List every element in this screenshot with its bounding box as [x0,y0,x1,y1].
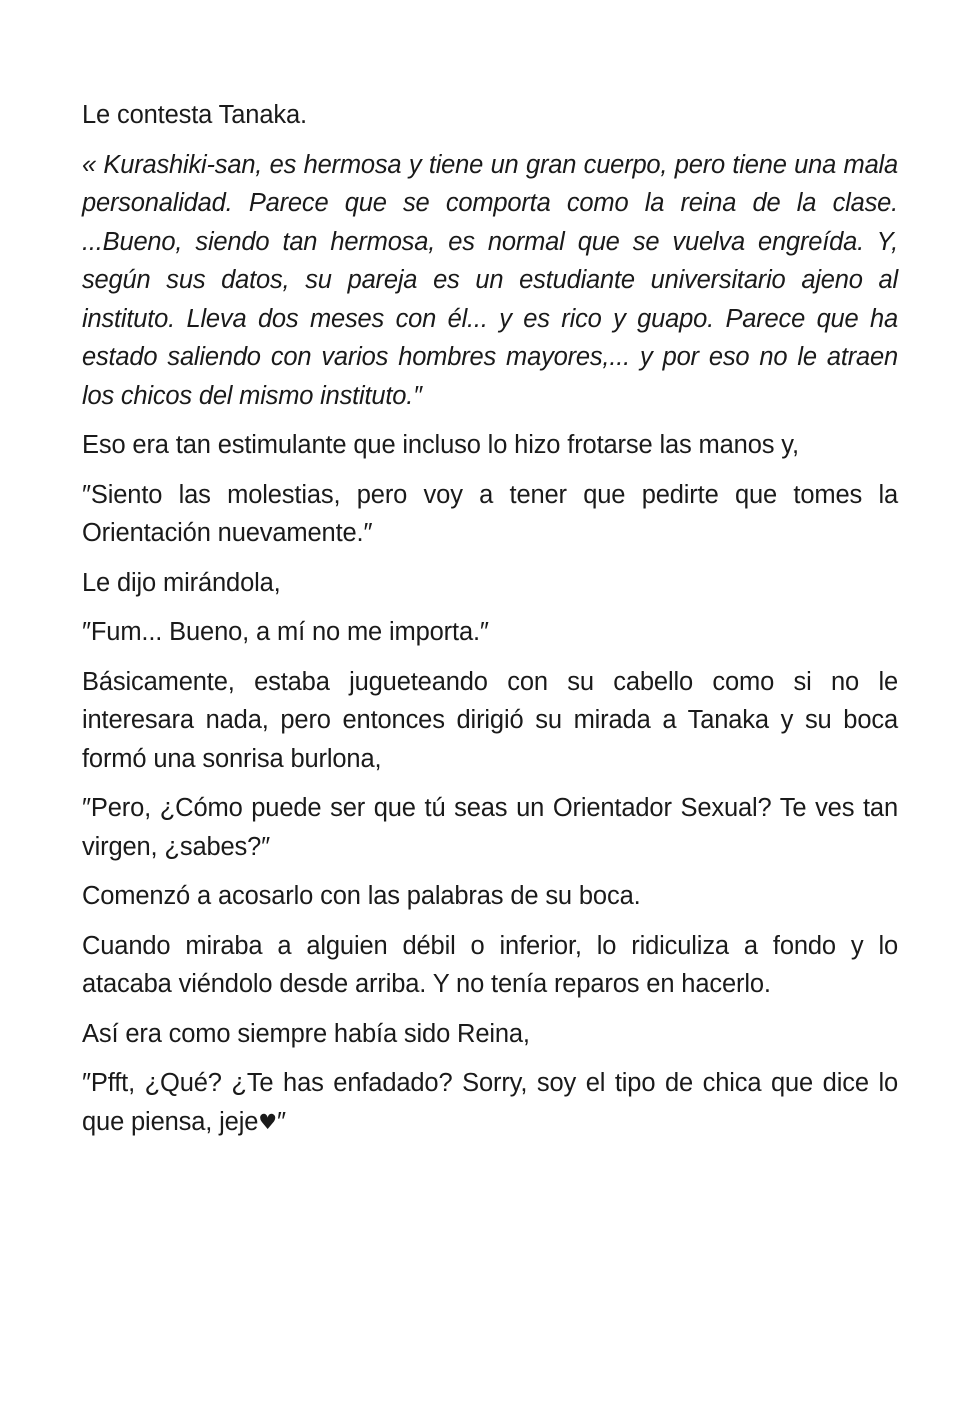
paragraph-5: Le dijo mirándola, [82,568,281,597]
paragraph-1: Le contesta Tanaka. [82,101,307,129]
paragraph-12-closing-quote: ″ [276,1107,286,1136]
paragraph-7: Básicamente, estaba jugueteando con su cabello como si no le interesara nada, pero entonces dirigió su mirada a Tanaka y su boca formó una sonrisa burlona, [82,667,898,773]
paragraph-12-text: ″Pfft, ¿Qué? ¿Te has enfadado? Sorry, soy el tipo de chica que dice lo que piensa, jeje [82,1069,898,1136]
paragraph-9: Comenzó a acosarlo con las palabras de su boca. [82,882,641,910]
paragraph-11: Así era como siempre había sido Reina, [82,1019,530,1048]
paragraph-6-dialogue: ″Fum... Bueno, a mí no me importa.″ [82,618,489,646]
paragraph-3: Eso era tan estimulante que incluso lo hizo frotarse las manos y, [82,431,799,459]
paragraph-10: Cuando miraba a alguien débil o inferior, lo ridiculiza a fondo y lo atacaba viéndolo desde arriba. Y no tenía reparos en hacerlo. [82,931,898,998]
heart-icon: ♥ [258,1109,277,1134]
paragraph-4-dialogue: ″Siento las molestias, pero voy a tener que pedirte que tomes la Orientación nuevamente.″ [82,480,898,547]
paragraph-8-dialogue: ″Pero, ¿Cómo puede ser que tú seas un Orientador Sexual? Te ves tan virgen, ¿sabes?″ [82,794,898,861]
paragraph-2-italic-quote: « Kurashiki-san, es hermosa y tiene un gran cuerpo, pero tiene una mala personalidad. Parece que se comporta como la reina de la clase. ...Bueno, siendo tan hermosa, es normal que se vuelva engreída. Y, según sus datos, su pareja es un estudiante universitario ajeno al instituto. Lleva dos meses con él... y es rico y guapo. Parece que ha estado saliendo con varios hombres mayores,... y por eso no le atraen los chicos del mismo instituto.″ [82,150,898,410]
paragraph-12-dialogue [82,1064,898,1141]
document-body [82,96,898,1152]
